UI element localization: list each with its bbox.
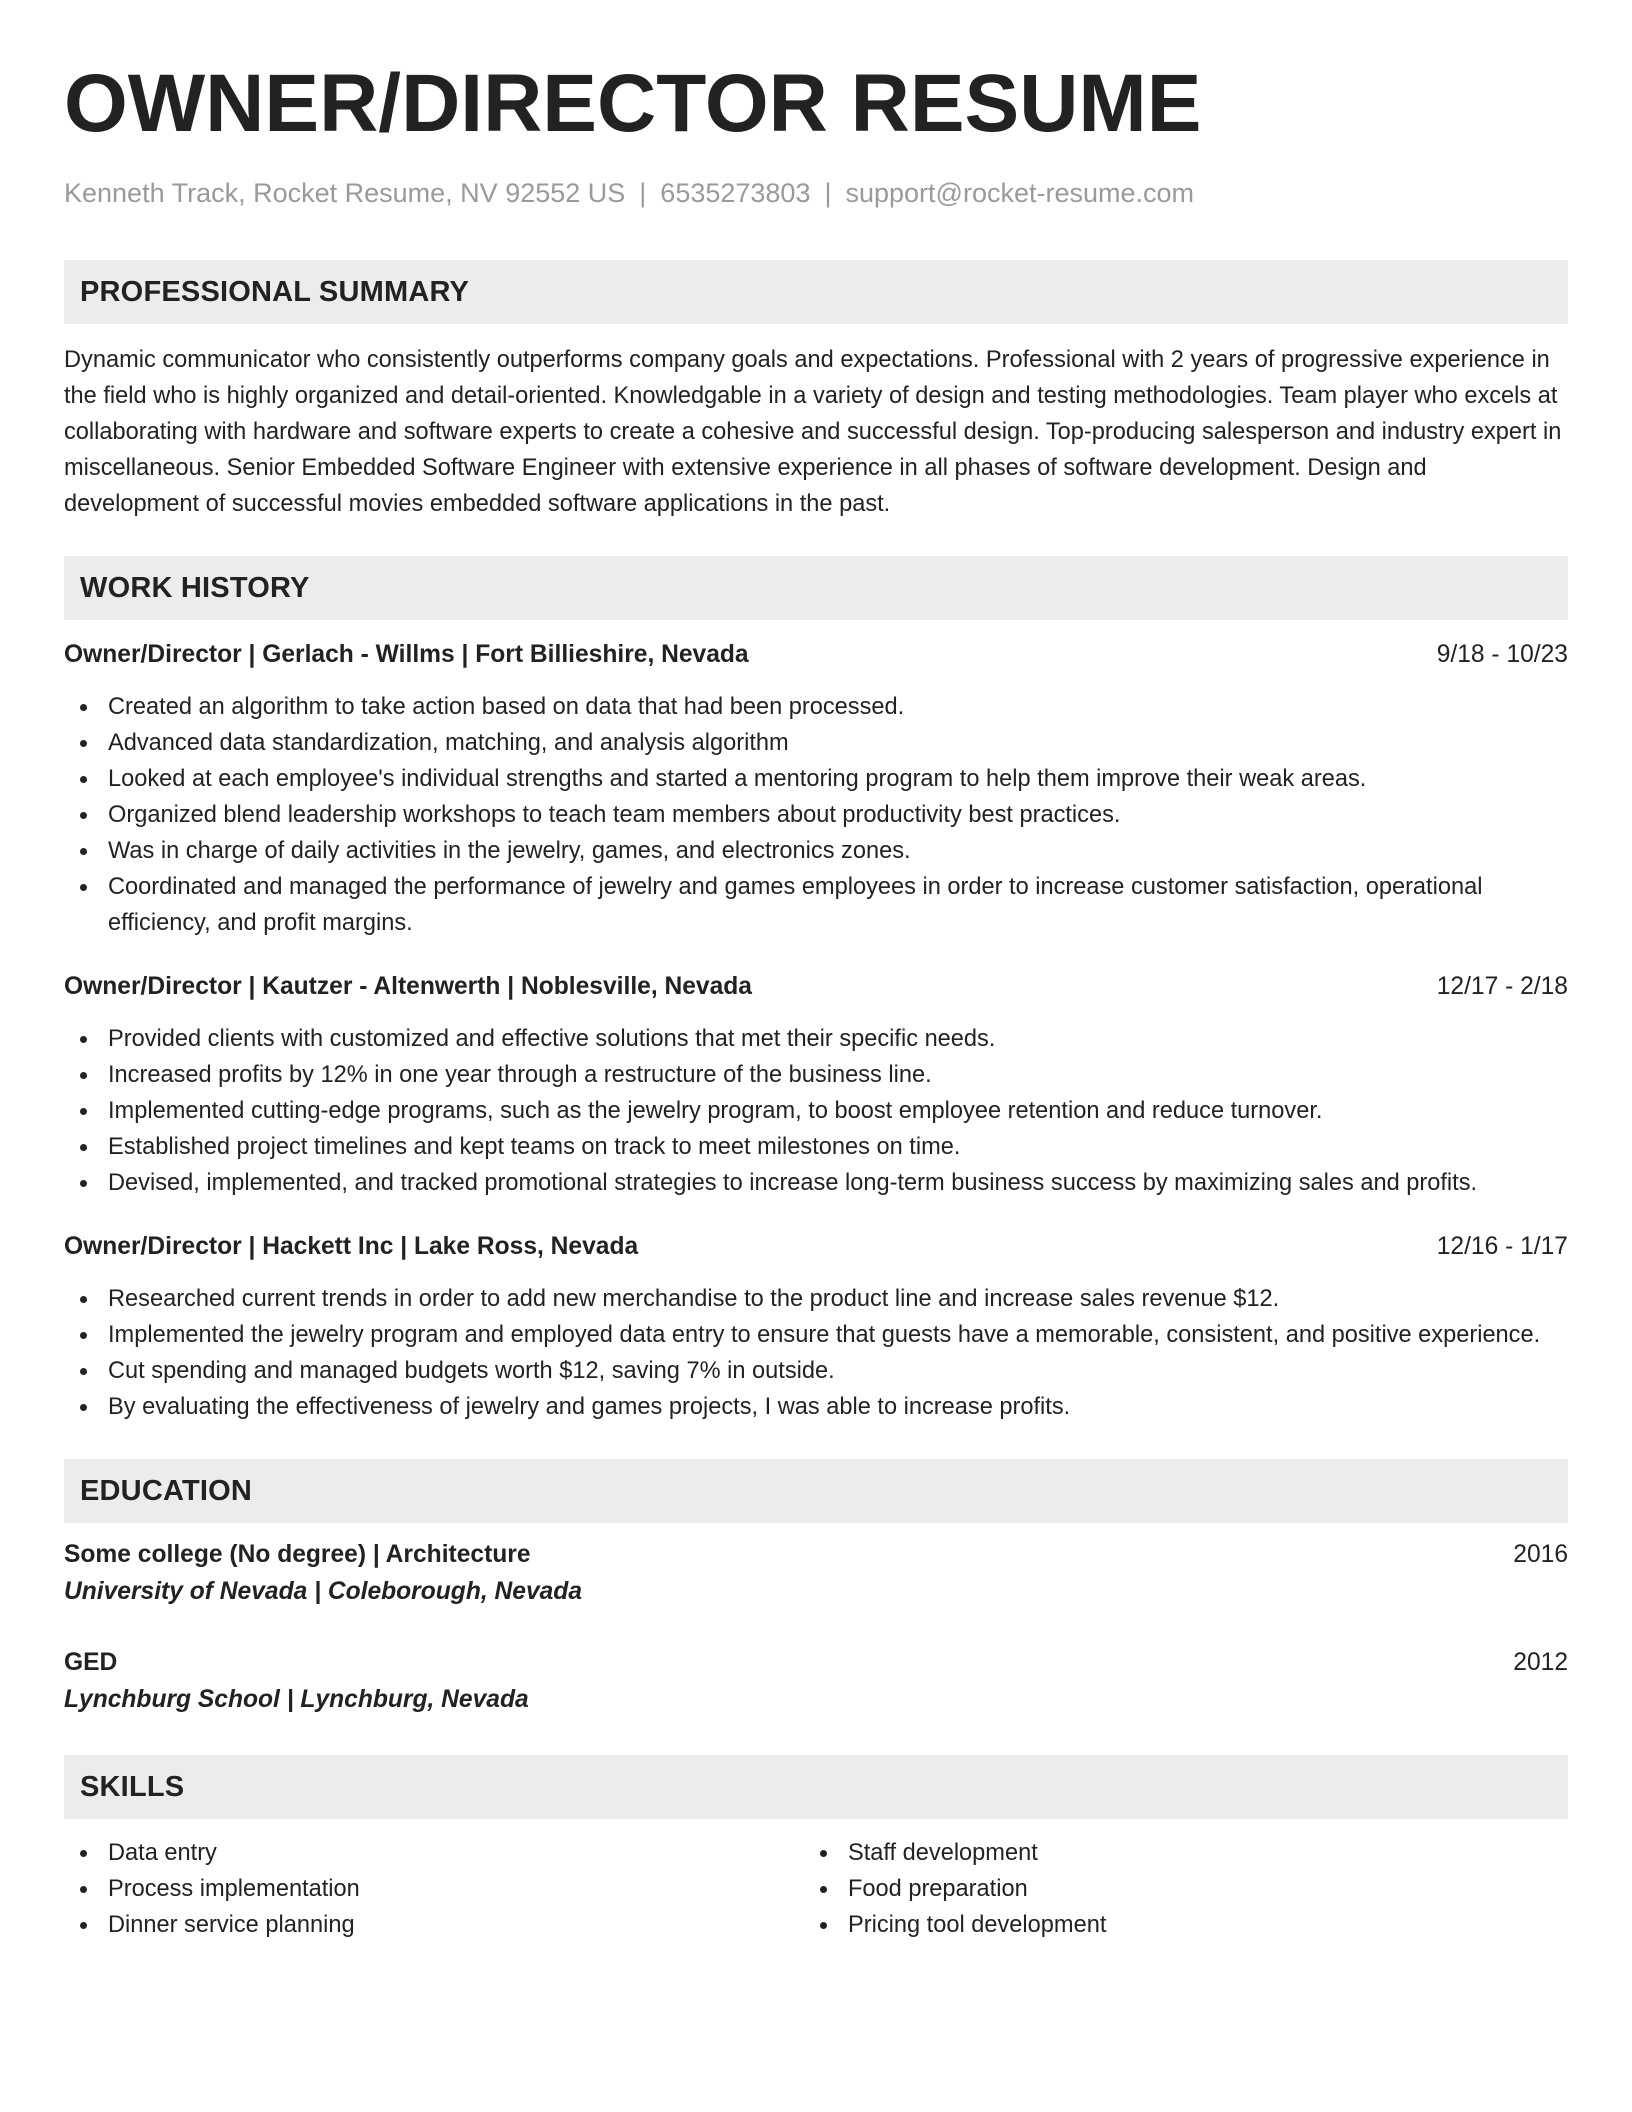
skills-column-left xyxy=(64,1835,804,1943)
job-bullet: Cut spending and managed budgets worth $12, saving 7% in outside. xyxy=(64,1353,1568,1389)
job-dates: 9/18 - 10/23 xyxy=(1436,641,1568,668)
job-bullet: Established project timelines and kept teams on track to meet milestones on time. xyxy=(64,1129,1568,1165)
contact-separator: | xyxy=(824,178,832,208)
job-entry xyxy=(64,637,1568,941)
contact-line xyxy=(64,176,1568,210)
job-header xyxy=(64,1229,1568,1265)
education-year: 2016 xyxy=(1513,1541,1568,1568)
skill-item: Food preparation xyxy=(804,1871,1544,1907)
skill-item: Dinner service planning xyxy=(64,1907,804,1943)
job-entry xyxy=(64,1229,1568,1425)
education-header xyxy=(64,1537,1568,1573)
section-heading-education: EDUCATION xyxy=(64,1459,1568,1523)
job-entry xyxy=(64,969,1568,1201)
job-title: Owner/Director | Hackett Inc | Lake Ross, Nevada xyxy=(64,1233,639,1260)
job-bullet: Implemented the jewelry program and employed data entry to ensure that guests have a memorable, consistent, and positive experience. xyxy=(64,1317,1568,1353)
skill-item: Pricing tool development xyxy=(804,1907,1544,1943)
job-bullet: Researched current trends in order to add new merchandise to the product line and increase sales revenue $12. xyxy=(64,1281,1568,1317)
skill-item: Data entry xyxy=(64,1835,804,1871)
contact-phone: 6535273803 xyxy=(660,178,811,208)
job-bullet: Devised, implemented, and tracked promotional strategies to increase long-term business success by maximizing sales and profits. xyxy=(64,1165,1568,1201)
job-bullet: Provided clients with customized and effective solutions that met their specific needs. xyxy=(64,1021,1568,1057)
job-bullet: Created an algorithm to take action based on data that had been processed. xyxy=(64,689,1568,725)
contact-email: support@rocket-resume.com xyxy=(845,178,1195,208)
job-bullets xyxy=(64,1281,1568,1425)
education-degree: Some college (No degree) | Architecture xyxy=(64,1541,531,1568)
job-bullet: Organized blend leadership workshops to teach team members about productivity best practices. xyxy=(64,797,1568,833)
skills-column-right xyxy=(804,1835,1544,1943)
education-degree: GED xyxy=(64,1649,118,1676)
job-bullet: Was in charge of daily activities in the jewelry, games, and electronics zones. xyxy=(64,833,1568,869)
skill-item: Staff development xyxy=(804,1835,1544,1871)
education-school: University of Nevada | Coleborough, Nevada xyxy=(64,1578,583,1605)
section-heading-work-history: WORK HISTORY xyxy=(64,556,1568,620)
job-bullet: Advanced data standardization, matching, and analysis algorithm xyxy=(64,725,1568,761)
contact-separator: | xyxy=(639,178,647,208)
job-header xyxy=(64,969,1568,1005)
education-entry xyxy=(64,1645,1568,1719)
job-header xyxy=(64,637,1568,673)
job-title: Owner/Director | Gerlach - Willms | Fort Billieshire, Nevada xyxy=(64,641,749,668)
job-dates: 12/16 - 1/17 xyxy=(1436,1233,1568,1260)
skills-list xyxy=(64,1835,1568,1943)
summary-text: Dynamic communicator who consistently outperforms company goals and expectations. Professional with 2 years of progressive experience in the field who is highly organized and detail-oriented. Knowledgable in a variety of design and testing methodologies. Team player who excels at collaborating with hardware and software experts to create a cohesive and successful design. Top-producing salesperson and industry expert in miscellaneous. Senior Embedded Software Engineer with extensive experience in all phases of software development. Design and development of successful movies embedded software applications in the past. xyxy=(64,347,1562,517)
job-bullet: Implemented cutting-edge programs, such as the jewelry program, to boost employee retention and reduce turnover. xyxy=(64,1093,1568,1129)
resume-title: OWNER/DIRECTOR RESUME xyxy=(64,58,1202,149)
job-dates: 12/17 - 2/18 xyxy=(1436,973,1568,1000)
job-bullet: Increased profits by 12% in one year through a restructure of the business line. xyxy=(64,1057,1568,1093)
contact-address: Kenneth Track, Rocket Resume, NV 92552 US xyxy=(64,178,626,208)
education-entry xyxy=(64,1537,1568,1611)
section-heading-summary: PROFESSIONAL SUMMARY xyxy=(64,260,1568,324)
job-bullet: Looked at each employee's individual strengths and started a mentoring program to help them improve their weak areas. xyxy=(64,761,1568,797)
job-title: Owner/Director | Kautzer - Altenwerth | Noblesville, Nevada xyxy=(64,973,752,1000)
section-heading-skills: SKILLS xyxy=(64,1755,1568,1819)
education-header xyxy=(64,1645,1568,1681)
job-bullet: Coordinated and managed the performance of jewelry and games employees in order to increase customer satisfaction, operational efficiency, and profit margins. xyxy=(64,869,1568,941)
job-bullet: By evaluating the effectiveness of jewelry and games projects, I was able to increase profits. xyxy=(64,1389,1568,1425)
education-school: Lynchburg School | Lynchburg, Nevada xyxy=(64,1686,529,1713)
education-year: 2012 xyxy=(1513,1649,1568,1676)
job-bullets xyxy=(64,1021,1568,1201)
job-bullets xyxy=(64,689,1568,941)
skill-item: Process implementation xyxy=(64,1871,804,1907)
